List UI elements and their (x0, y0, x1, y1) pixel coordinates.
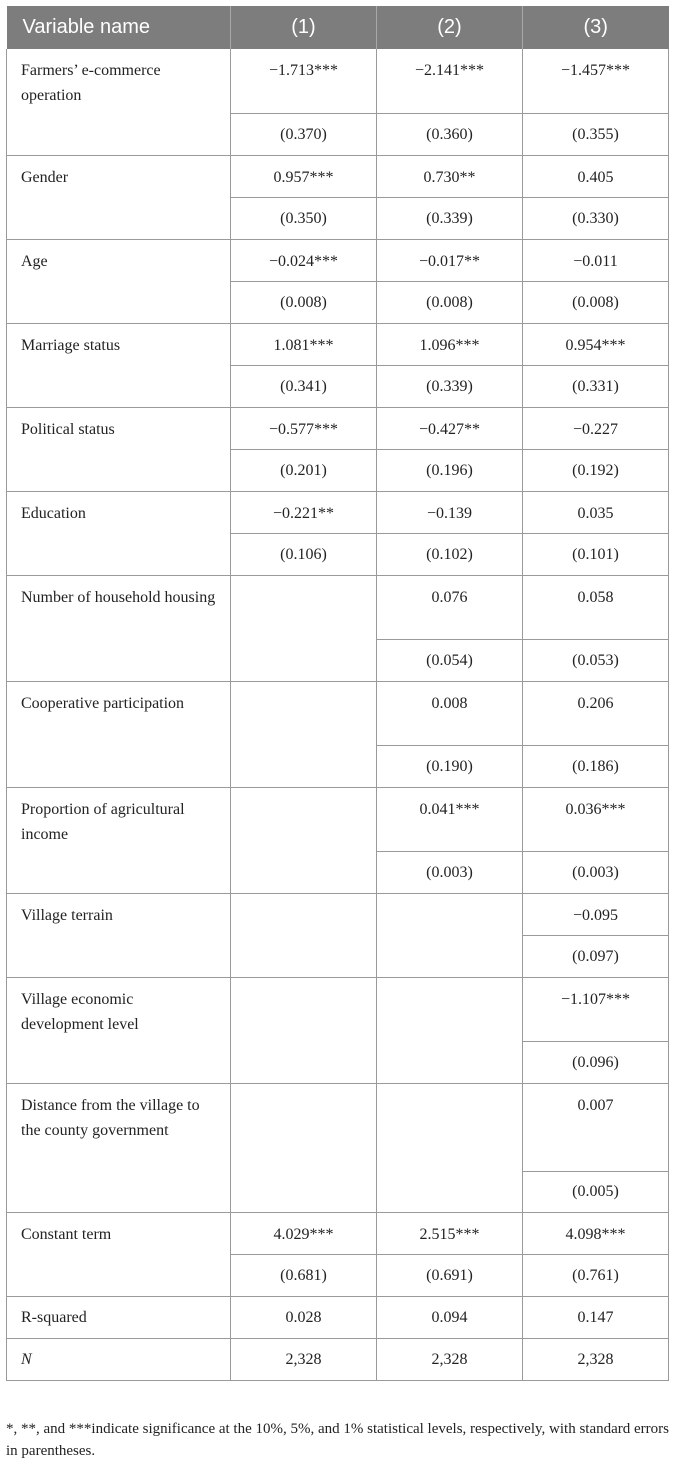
se-3: (0.008) (523, 281, 669, 323)
table-row (7, 239, 669, 281)
variable-name: N (7, 1338, 231, 1380)
se-2: (0.196) (377, 449, 523, 491)
coef-3: 0.007 (523, 1083, 669, 1171)
table-row (7, 491, 669, 533)
coef-3: 0.058 (523, 575, 669, 639)
coef-2: −2.141*** (377, 49, 523, 113)
table-row (7, 1338, 669, 1380)
table-row (7, 893, 669, 935)
se-1: (0.201) (231, 449, 377, 491)
se-2: (0.339) (377, 197, 523, 239)
coef-3: 0.035 (523, 491, 669, 533)
coef-3: 0.405 (523, 155, 669, 197)
se-1: (0.681) (231, 1254, 377, 1296)
coef-1 (231, 977, 377, 1083)
coef-1: −0.024*** (231, 239, 377, 281)
variable-name: Distance from the village to the county government (7, 1083, 231, 1212)
table-row (7, 323, 669, 365)
se-2: (0.102) (377, 533, 523, 575)
coef-3: −1.457*** (523, 49, 669, 113)
rsq-2: 0.094 (377, 1296, 523, 1338)
coef-1: 4.029*** (231, 1212, 377, 1254)
se-1: (0.370) (231, 113, 377, 155)
header-model-3: (3) (523, 6, 669, 49)
se-3: (0.003) (523, 851, 669, 893)
table-row (7, 1296, 669, 1338)
coef-2: 0.730** (377, 155, 523, 197)
coef-1: −1.713*** (231, 49, 377, 113)
coef-2: 1.096*** (377, 323, 523, 365)
se-3: (0.053) (523, 639, 669, 681)
variable-name: Marriage status (7, 323, 231, 407)
variable-name: Gender (7, 155, 231, 239)
coef-3: −1.107*** (523, 977, 669, 1041)
variable-name: Farmers’ e-commerce operation (7, 49, 231, 155)
regression-table (6, 6, 669, 1381)
variable-name: Constant term (7, 1212, 231, 1296)
coef-2: −0.139 (377, 491, 523, 533)
se-3: (0.186) (523, 745, 669, 787)
coef-1 (231, 787, 377, 893)
table-header-row (7, 6, 669, 49)
se-1: (0.106) (231, 533, 377, 575)
header-model-2: (2) (377, 6, 523, 49)
se-3: (0.097) (523, 935, 669, 977)
header-model-1: (1) (231, 6, 377, 49)
n-1: 2,328 (231, 1338, 377, 1380)
coef-2: 2.515*** (377, 1212, 523, 1254)
se-1: (0.341) (231, 365, 377, 407)
se-3: (0.330) (523, 197, 669, 239)
coef-3: 0.036*** (523, 787, 669, 851)
coef-1: 1.081*** (231, 323, 377, 365)
coef-2 (377, 977, 523, 1083)
variable-name: Age (7, 239, 231, 323)
se-3: (0.355) (523, 113, 669, 155)
coef-1: −0.221** (231, 491, 377, 533)
se-1: (0.008) (231, 281, 377, 323)
se-3: (0.192) (523, 449, 669, 491)
variable-name: Village terrain (7, 893, 231, 977)
coef-2 (377, 1083, 523, 1212)
table-row (7, 407, 669, 449)
se-1: (0.350) (231, 197, 377, 239)
variable-name: Education (7, 491, 231, 575)
coef-2: −0.017** (377, 239, 523, 281)
coef-2: −0.427** (377, 407, 523, 449)
variable-name: Proportion of agricultural income (7, 787, 231, 893)
variable-name: Village economic development level (7, 977, 231, 1083)
coef-1 (231, 893, 377, 977)
table-row (7, 155, 669, 197)
table-row (7, 1083, 669, 1171)
coef-2: 0.076 (377, 575, 523, 639)
se-3: (0.761) (523, 1254, 669, 1296)
se-3: (0.331) (523, 365, 669, 407)
se-2: (0.054) (377, 639, 523, 681)
se-2: (0.008) (377, 281, 523, 323)
rsq-1: 0.028 (231, 1296, 377, 1338)
coef-2: 0.041*** (377, 787, 523, 851)
coef-3: −0.011 (523, 239, 669, 281)
coef-3: −0.095 (523, 893, 669, 935)
coef-3: −0.227 (523, 407, 669, 449)
n-2: 2,328 (377, 1338, 523, 1380)
se-2: (0.190) (377, 745, 523, 787)
table-row (7, 787, 669, 851)
se-3: (0.096) (523, 1041, 669, 1083)
coef-2: 0.008 (377, 681, 523, 745)
coef-3: 0.954*** (523, 323, 669, 365)
coef-1 (231, 681, 377, 787)
variable-name: Political status (7, 407, 231, 491)
variable-name: R-squared (7, 1296, 231, 1338)
variable-name: Number of household housing (7, 575, 231, 681)
variable-name: Cooperative participation (7, 681, 231, 787)
table-row (7, 977, 669, 1041)
n-3: 2,328 (523, 1338, 669, 1380)
se-3: (0.101) (523, 533, 669, 575)
table-row (7, 681, 669, 745)
table-row (7, 49, 669, 113)
se-3: (0.005) (523, 1171, 669, 1212)
coef-1 (231, 575, 377, 681)
coef-2 (377, 893, 523, 977)
coef-3: 0.206 (523, 681, 669, 745)
table-footnote: *, **, and ***indicate significance at the 10%, 5%, and 1% statistical levels, respectively, with standard errors in parentheses. (6, 1421, 669, 1459)
se-2: (0.360) (377, 113, 523, 155)
se-2: (0.003) (377, 851, 523, 893)
header-variable-name: Variable name (7, 6, 231, 49)
coef-1: −0.577*** (231, 407, 377, 449)
table-row (7, 575, 669, 639)
se-2: (0.691) (377, 1254, 523, 1296)
rsq-3: 0.147 (523, 1296, 669, 1338)
se-2: (0.339) (377, 365, 523, 407)
table-row (7, 1212, 669, 1254)
coef-1: 0.957*** (231, 155, 377, 197)
coef-3: 4.098*** (523, 1212, 669, 1254)
coef-1 (231, 1083, 377, 1212)
